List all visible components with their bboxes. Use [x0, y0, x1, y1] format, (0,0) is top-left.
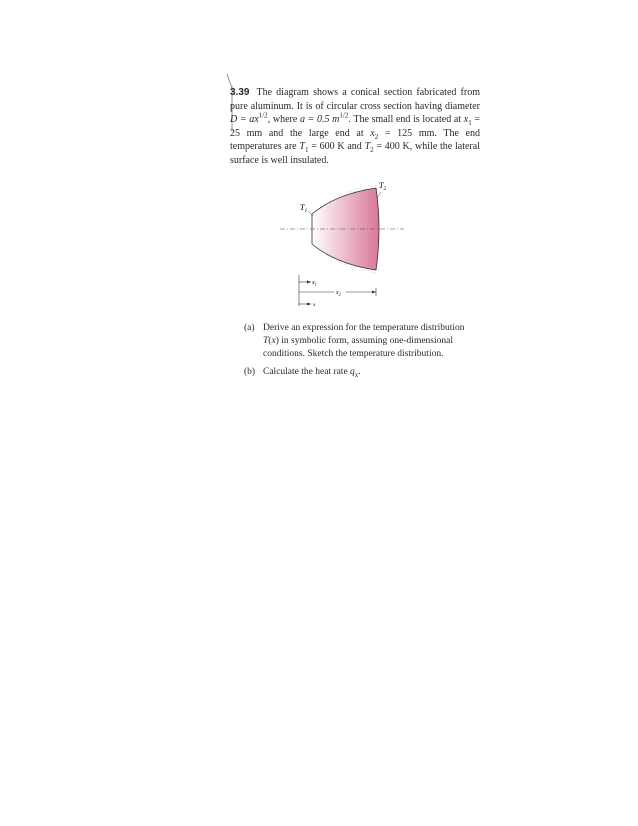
t1-subscript: 1	[304, 146, 309, 154]
question-a-text: Derive an expression for the temperature distribution	[263, 323, 465, 333]
question-b-text: Calculate the heat rate	[263, 367, 351, 377]
x2-label-symbol: x	[336, 290, 339, 296]
statement-text: , where	[267, 114, 300, 125]
t2-label-subscript: 2	[383, 186, 387, 192]
x2-label-subscript: 2	[338, 291, 341, 297]
heat-rate-symbol: q	[350, 367, 355, 377]
statement-text: = 600 K and	[308, 141, 365, 152]
t1-label-symbol: T	[300, 203, 305, 212]
problem-statement	[230, 86, 480, 167]
x2-subscript: 2	[374, 132, 379, 141]
statement-text: The diagram shows a conical section fabricated from pure aluminum. It is of circular cross section having diameter	[230, 87, 480, 112]
statement-text: = 25 mm and the large end at	[230, 114, 480, 139]
statement-text: . The small end is located at	[348, 114, 464, 125]
t1-label-subscript: 1	[304, 208, 308, 214]
problem-number: 3.39	[230, 87, 250, 98]
question-b-text: .	[358, 367, 361, 377]
heat-rate-subscript: x	[354, 370, 359, 379]
x2-symbol: x	[370, 127, 375, 139]
constant-a: a = 0.5 m	[299, 114, 340, 125]
t1-label	[300, 203, 307, 214]
statement-text: = 400 K, while the lateral surface is well insulated.	[230, 141, 480, 166]
question-a	[244, 322, 478, 361]
constant-a-exponent: 1/2	[339, 111, 349, 120]
t2-subscript: 2	[370, 146, 374, 154]
x2-label	[335, 290, 342, 297]
x1-arrowhead	[307, 281, 311, 284]
question-a-text: (	[268, 336, 272, 346]
x-axis-arrowhead	[307, 303, 311, 306]
t2-symbol: T	[364, 141, 371, 152]
x1-label-symbol: x	[312, 280, 315, 286]
problem-block	[230, 86, 480, 167]
diameter-exponent: 1/2	[258, 111, 268, 120]
temperature-symbol: T	[263, 336, 269, 346]
x-symbol: x	[271, 336, 276, 346]
x2-arrowhead	[372, 291, 376, 294]
diameter-formula: D = ax	[230, 114, 259, 125]
t2-label-symbol: T	[379, 182, 384, 190]
question-a-label: (a)	[244, 323, 255, 333]
x1-label-subscript: 1	[314, 281, 317, 287]
statement-text: = 125 mm. The end temperatures are	[230, 127, 480, 152]
x1-subscript: 1	[468, 119, 472, 127]
question-a-text: ) in symbolic form, assuming one-dimensional conditions. Sketch the temperature distribution.	[263, 336, 453, 359]
question-b	[244, 366, 478, 379]
question-list	[244, 322, 478, 384]
t2-label	[379, 182, 386, 192]
conical-section-figure	[278, 182, 418, 310]
t2-leader	[377, 192, 381, 198]
x1-label	[311, 280, 317, 287]
x-axis-label: x	[313, 302, 316, 308]
t1-symbol: T	[299, 141, 305, 152]
x1-symbol: x	[463, 114, 469, 125]
question-b-label: (b)	[244, 367, 256, 377]
